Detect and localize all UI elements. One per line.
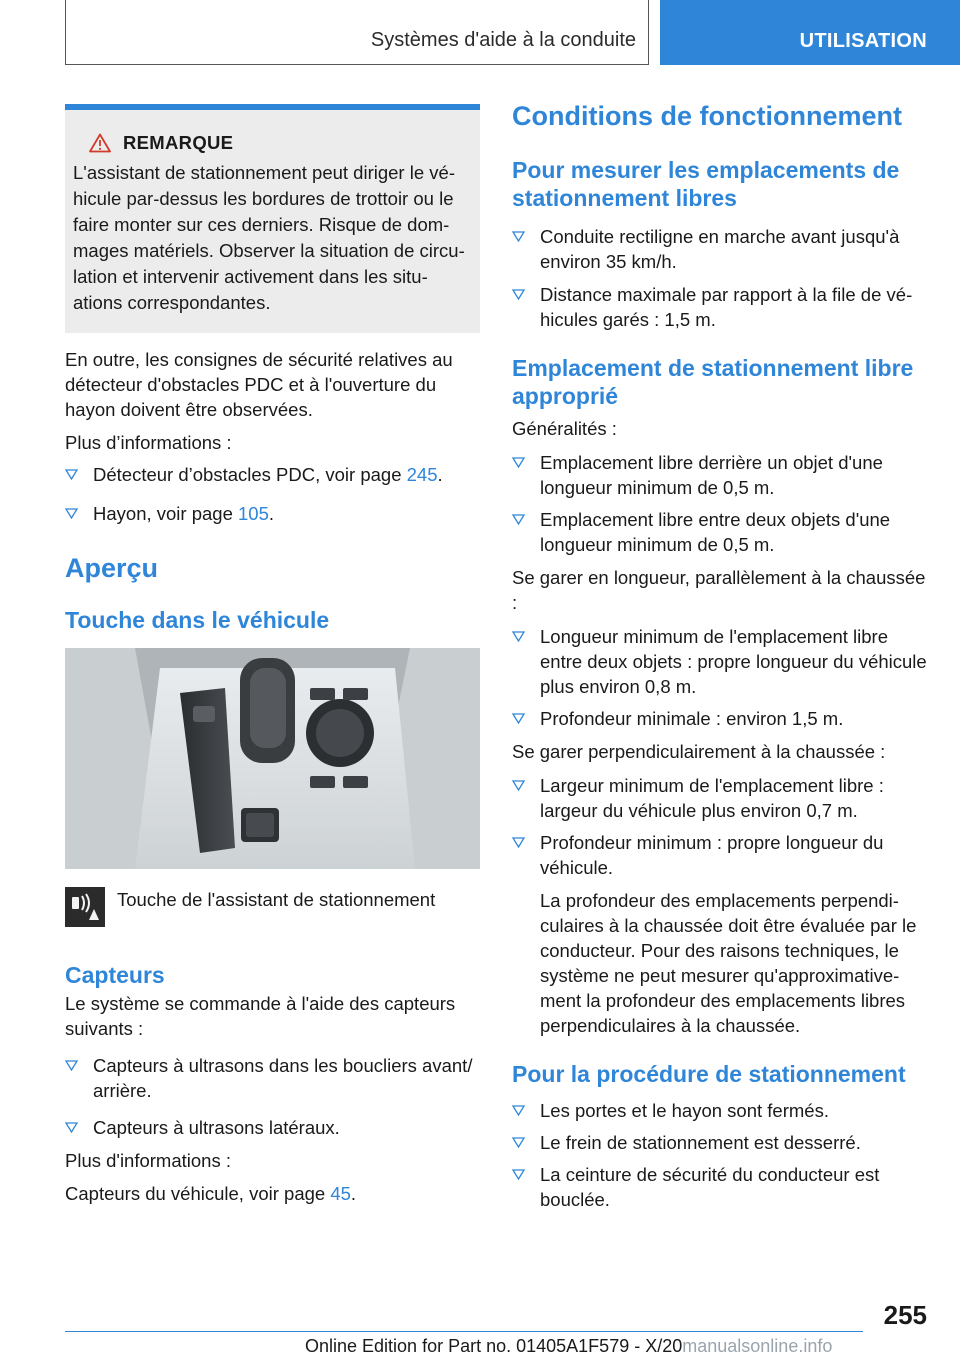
remark-title: REMARQUE <box>123 132 234 153</box>
heading-suitable-space: Emplacement de stationnement libre approprié <box>512 355 914 409</box>
general-list <box>512 450 927 557</box>
perpendicular-intro: Se garer perpendiculairement à la chaussée : <box>512 741 886 762</box>
footer-edition <box>305 1336 832 1357</box>
center-console-photo <box>65 648 480 869</box>
triangle-bullet-icon <box>512 231 525 242</box>
list-item: Hayon, voir page 105. <box>65 501 480 526</box>
procedure-list <box>512 1098 927 1212</box>
edition-text: Online Edition for Part no. 01405A1F579 - X/20 <box>305 1336 683 1356</box>
page-link-245[interactable]: 245 <box>406 464 438 485</box>
header-chapter-box <box>660 0 960 65</box>
sensors-list <box>65 1053 480 1140</box>
parking-assistant-button-icon <box>65 887 105 927</box>
heading-conditions: Conditions de fonctionnement <box>512 101 902 131</box>
triangle-bullet-icon <box>512 1137 525 1148</box>
sensor-reference: Capteurs du véhicule, voir page 45. <box>65 1183 357 1204</box>
right-column <box>512 100 927 1212</box>
triangle-bullet-icon <box>512 1169 525 1180</box>
list-item: Conduite rectiligne en marche avant jusqu'à environ 35 km/h. <box>512 224 927 274</box>
list-item: Capteurs à ultrasons latéraux. <box>65 1115 480 1140</box>
remark-header <box>73 132 470 154</box>
watermark-text: manualsonline.info <box>682 1336 833 1356</box>
header-section-box <box>65 0 649 65</box>
left-column <box>65 104 480 1206</box>
more-info-label-2: Plus d'informations : <box>65 1150 231 1171</box>
page-link-45[interactable]: 45 <box>330 1183 351 1204</box>
list-item: Capteurs à ultrasons dans les boucliers avant/ arrière. <box>65 1053 480 1103</box>
triangle-bullet-icon <box>512 514 525 525</box>
footer-divider <box>65 1331 863 1332</box>
triangle-bullet-icon <box>512 631 525 642</box>
triangle-bullet-icon <box>512 289 525 300</box>
heading-measure: Pour mesurer les emplacements de stationnement libres <box>512 157 900 211</box>
page-number: 255 <box>883 1300 927 1330</box>
general-label: Généralités : <box>512 418 617 439</box>
chapter-title: UTILISATION <box>799 30 927 52</box>
triangle-bullet-icon <box>512 1105 525 1116</box>
list-item: Détecteur d’obstacles PDC, voir page 245. <box>65 462 480 487</box>
list-item: Profondeur minimum : propre longueur du véhicule. La profondeur des emplacements perpendiculaires à la chaussée doit être évaluée par le conducteur. Pour des raisons techniques, le système ne peut mesurer qu'approximativement la profondeur des emplacements libres perpendiculaires à la chaussée. <box>512 830 927 1038</box>
caption-row <box>65 887 480 927</box>
heading-procedure: Pour la procédure de stationnement <box>512 1061 906 1087</box>
heading-overview: Aperçu <box>65 553 159 583</box>
measure-list <box>512 224 927 332</box>
parallel-intro: Se garer en longueur, parallèlement à la chaussée : <box>512 567 926 613</box>
photo-caption: Touche de l'assistant de stationnement <box>117 889 436 910</box>
list-item: Les portes et le hayon sont fermés. <box>512 1098 927 1123</box>
more-info-label: Plus d’informations : <box>65 432 232 453</box>
list-item: La ceinture de sécurité du conducteur est bouclée. <box>512 1162 927 1212</box>
perpendicular-list <box>512 773 927 1038</box>
triangle-bullet-icon <box>65 508 78 519</box>
list-item: Largeur minimum de l'emplacement libre : largeur du véhicule plus environ 0,7 m. <box>512 773 927 823</box>
page-link-105[interactable]: 105 <box>238 503 269 524</box>
heading-sensors: Capteurs <box>65 962 165 988</box>
triangle-bullet-icon <box>65 1060 78 1071</box>
list-item: Distance maximale par rapport à la file de véhicules garés : 1,5 m. <box>512 282 927 332</box>
section-title: Systèmes d'aide à la conduite <box>370 29 636 51</box>
safety-paragraph: En outre, les consignes de sécurité relatives au détecteur d'obstacles PDC et à l'ouverture du hayon doivent être observées. <box>65 349 453 420</box>
list-item: Le frein de stationnement est desserré. <box>512 1130 927 1155</box>
heading-button-in-vehicle: Touche dans le véhicule <box>65 607 330 633</box>
list-item: Emplacement libre derrière un objet d'une longueur minimum de 0,5 m. <box>512 450 927 500</box>
triangle-bullet-icon <box>65 1122 78 1133</box>
remark-text: L'assistant de stationnement peut diriger le véhicule par-dessus les bordures de trottoir ou le faire monter sur ces derniers. Risque de dommages matériels. Observer la situation de circulation et intervenir activement dans les situations correspondantes. <box>73 162 465 313</box>
parallel-list <box>512 624 927 731</box>
triangle-bullet-icon <box>512 457 525 468</box>
reference-list <box>65 462 480 526</box>
list-item: Emplacement libre entre deux objets d'une longueur minimum de 0,5 m. <box>512 507 927 557</box>
sensors-intro: Le système se commande à l'aide des capteurs suivants : <box>65 993 456 1039</box>
console-illustration <box>65 648 480 869</box>
remark-box <box>65 104 480 333</box>
triangle-bullet-icon <box>512 780 525 791</box>
list-item: Longueur minimum de l'emplacement libre entre deux objets : propre longueur du véhicule plus environ 0,8 m. <box>512 624 927 699</box>
triangle-bullet-icon <box>65 469 78 480</box>
perpendicular-note: La profondeur des emplacements perpendiculaires à la chaussée doit être évaluée par le conducteur. Pour des raisons techniques, le système ne peut mesurer qu'approximativement la profondeur des emplacements libres perpendiculaires à la chaussée. <box>540 890 917 1036</box>
list-item: Profondeur minimale : environ 1,5 m. <box>512 706 927 731</box>
warning-icon <box>89 133 111 153</box>
triangle-bullet-icon <box>512 713 525 724</box>
triangle-bullet-icon <box>512 837 525 848</box>
